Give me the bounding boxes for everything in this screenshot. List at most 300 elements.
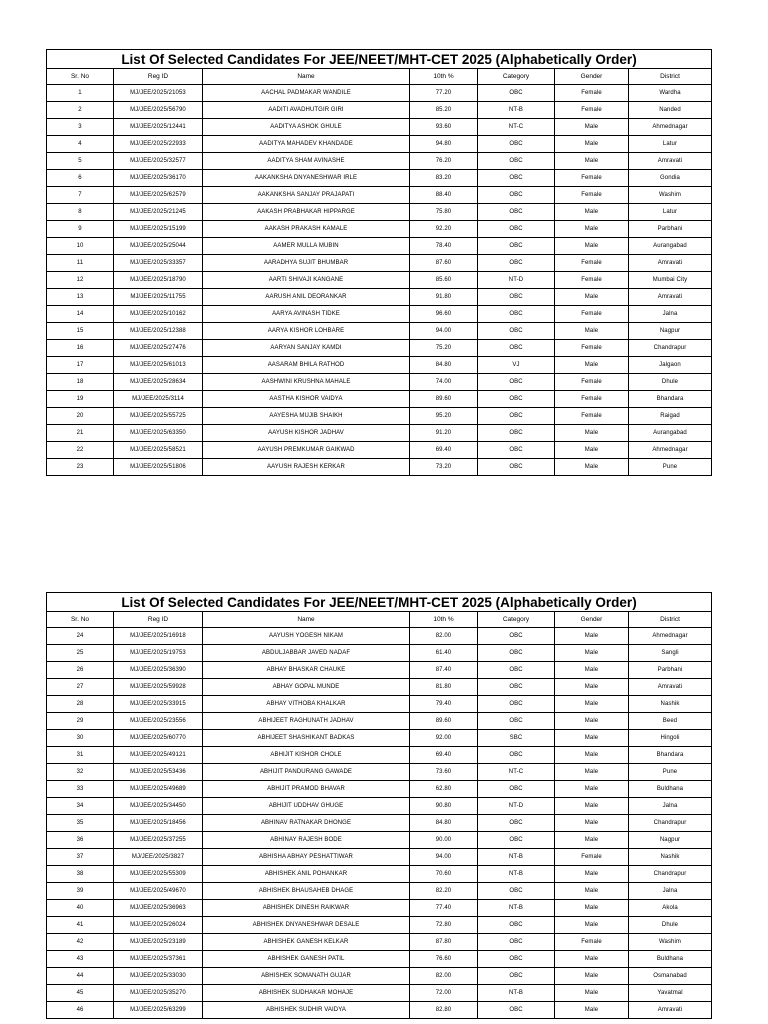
gender-cell: Female (555, 934, 629, 951)
reg-id-cell: MJ/JEE/2025/21245 (114, 204, 203, 221)
district-cell: Nagpur (629, 323, 712, 340)
tenth-percent-cell: 88.40 (410, 187, 478, 204)
sr-no-cell: 1 (47, 85, 114, 102)
reg-id-cell: MJ/JEE/2025/49670 (114, 883, 203, 900)
gender-cell: Female (555, 374, 629, 391)
tenth-percent-cell: 73.20 (410, 459, 478, 476)
district-cell: Amravati (629, 153, 712, 170)
gender-cell: Male (555, 119, 629, 136)
reg-id-cell: MJ/JEE/2025/59928 (114, 679, 203, 696)
district-cell: Nashik (629, 849, 712, 866)
district-cell: Gondia (629, 170, 712, 187)
col-reg-id: Reg ID (114, 612, 203, 628)
district-cell: Akola (629, 900, 712, 917)
district-cell: Hingoli (629, 730, 712, 747)
district-cell: Bhandara (629, 391, 712, 408)
reg-id-cell: MJ/JEE/2025/58521 (114, 442, 203, 459)
district-cell: Aurangabad (629, 238, 712, 255)
category-cell: NT-D (478, 798, 555, 815)
tenth-percent-cell: 77.20 (410, 85, 478, 102)
gender-cell: Male (555, 442, 629, 459)
reg-id-cell: MJ/JEE/2025/33915 (114, 696, 203, 713)
name-cell: ABHISHEK DINESH RAIKWAR (203, 900, 410, 917)
gender-cell: Female (555, 272, 629, 289)
district-cell: Pune (629, 459, 712, 476)
district-cell: Amravati (629, 1002, 712, 1019)
name-cell: AARTI SHIVAJI KANGANE (203, 272, 410, 289)
gender-cell: Male (555, 917, 629, 934)
name-cell: AAYUSH PREMKUMAR GAIKWAD (203, 442, 410, 459)
col-tenth-percent: 10th % (410, 69, 478, 85)
gender-cell: Female (555, 340, 629, 357)
sr-no-cell: 30 (47, 730, 114, 747)
name-cell: ABHIJIT PRAMOD BHAVAR (203, 781, 410, 798)
district-cell: Parbhani (629, 662, 712, 679)
sr-no-cell: 37 (47, 849, 114, 866)
category-cell: OBC (478, 934, 555, 951)
reg-id-cell: MJ/JEE/2025/12441 (114, 119, 203, 136)
reg-id-cell: MJ/JEE/2025/63299 (114, 1002, 203, 1019)
sr-no-cell: 31 (47, 747, 114, 764)
category-cell: NT-C (478, 119, 555, 136)
name-cell: ABDULJABBAR JAVED NADAF (203, 645, 410, 662)
sr-no-cell: 23 (47, 459, 114, 476)
gender-cell: Male (555, 136, 629, 153)
category-cell: NT-B (478, 900, 555, 917)
sr-no-cell: 17 (47, 357, 114, 374)
reg-id-cell: MJ/JEE/2025/36390 (114, 662, 203, 679)
sr-no-cell: 38 (47, 866, 114, 883)
name-cell: AADITI AVADHUTGIR GIRI (203, 102, 410, 119)
category-cell: OBC (478, 153, 555, 170)
sr-no-cell: 40 (47, 900, 114, 917)
category-cell: NT-D (478, 272, 555, 289)
name-cell: ABHISHEK ANIL POHANKAR (203, 866, 410, 883)
category-cell: OBC (478, 917, 555, 934)
table-row (47, 713, 712, 730)
gender-cell: Male (555, 883, 629, 900)
table-row (47, 187, 712, 204)
tenth-percent-cell: 96.60 (410, 306, 478, 323)
category-cell: OBC (478, 883, 555, 900)
tenth-percent-cell: 76.20 (410, 153, 478, 170)
name-cell: AASARAM BHILA RATHOD (203, 357, 410, 374)
name-cell: ABHISHEK SOMANATH GUJAR (203, 968, 410, 985)
category-cell: OBC (478, 1002, 555, 1019)
col-category: Category (478, 612, 555, 628)
gender-cell: Male (555, 323, 629, 340)
gender-cell: Male (555, 459, 629, 476)
gender-cell: Male (555, 951, 629, 968)
reg-id-cell: MJ/JEE/2025/16918 (114, 628, 203, 645)
tenth-percent-cell: 81.80 (410, 679, 478, 696)
category-cell: OBC (478, 832, 555, 849)
tenth-percent-cell: 90.80 (410, 798, 478, 815)
col-gender: Gender (555, 69, 629, 85)
table-row (47, 781, 712, 798)
reg-id-cell: MJ/JEE/2025/63350 (114, 425, 203, 442)
tenth-percent-cell: 84.80 (410, 815, 478, 832)
reg-id-cell: MJ/JEE/2025/28634 (114, 374, 203, 391)
district-cell: Nanded (629, 102, 712, 119)
tenth-percent-cell: 87.40 (410, 662, 478, 679)
tenth-percent-cell: 94.00 (410, 849, 478, 866)
name-cell: AADITYA MAHADEV KHANDADE (203, 136, 410, 153)
table-row (47, 289, 712, 306)
table-row (47, 238, 712, 255)
sr-no-cell: 15 (47, 323, 114, 340)
gender-cell: Male (555, 900, 629, 917)
name-cell: ABHAY GOPAL MUNDE (203, 679, 410, 696)
district-cell: Nagpur (629, 832, 712, 849)
tenth-percent-cell: 94.00 (410, 323, 478, 340)
sr-no-cell: 26 (47, 662, 114, 679)
table-row (47, 951, 712, 968)
reg-id-cell: MJ/JEE/2025/18456 (114, 815, 203, 832)
name-cell: AADITYA ASHOK GHULE (203, 119, 410, 136)
name-cell: ABHIJIT UDDHAV GHUGE (203, 798, 410, 815)
category-cell: NT-B (478, 849, 555, 866)
name-cell: ABHISHEK SUDHAKAR MOHAJE (203, 985, 410, 1002)
sr-no-cell: 5 (47, 153, 114, 170)
tenth-percent-cell: 83.20 (410, 170, 478, 187)
name-cell: ABHISHEK GANESH PATIL (203, 951, 410, 968)
table-row (47, 204, 712, 221)
district-cell: Buldhana (629, 951, 712, 968)
sr-no-cell: 41 (47, 917, 114, 934)
name-cell: ABHAY BHASKAR CHAUKE (203, 662, 410, 679)
sr-no-cell: 45 (47, 985, 114, 1002)
table-row (47, 696, 712, 713)
table-row (47, 323, 712, 340)
sr-no-cell: 28 (47, 696, 114, 713)
sr-no-cell: 6 (47, 170, 114, 187)
gender-cell: Male (555, 662, 629, 679)
reg-id-cell: MJ/JEE/2025/18790 (114, 272, 203, 289)
gender-cell: Male (555, 679, 629, 696)
gender-cell: Female (555, 849, 629, 866)
name-cell: ABHINAY RAJESH BODE (203, 832, 410, 849)
tenth-percent-cell: 93.60 (410, 119, 478, 136)
category-cell: OBC (478, 628, 555, 645)
table-row (47, 645, 712, 662)
name-cell: AAYUSH KISHOR JADHAV (203, 425, 410, 442)
tenth-percent-cell: 73.60 (410, 764, 478, 781)
tenth-percent-cell: 94.80 (410, 136, 478, 153)
name-cell: ABHIJEET SHASHIKANT BADKAS (203, 730, 410, 747)
reg-id-cell: MJ/JEE/2025/55309 (114, 866, 203, 883)
gender-cell: Male (555, 696, 629, 713)
reg-id-cell: MJ/JEE/2025/11755 (114, 289, 203, 306)
gender-cell: Female (555, 170, 629, 187)
table-row (47, 798, 712, 815)
gender-cell: Male (555, 798, 629, 815)
table-row (47, 85, 712, 102)
gender-cell: Male (555, 781, 629, 798)
reg-id-cell: MJ/JEE/2025/49121 (114, 747, 203, 764)
sr-no-cell: 44 (47, 968, 114, 985)
name-cell: AARYA KISHOR LOHBARE (203, 323, 410, 340)
category-cell: OBC (478, 374, 555, 391)
category-cell: OBC (478, 391, 555, 408)
reg-id-cell: MJ/JEE/2025/3114 (114, 391, 203, 408)
tenth-percent-cell: 72.80 (410, 917, 478, 934)
category-cell: OBC (478, 713, 555, 730)
district-cell: Dhule (629, 917, 712, 934)
reg-id-cell: MJ/JEE/2025/32577 (114, 153, 203, 170)
table-row (47, 119, 712, 136)
name-cell: AAKANKSHA SANJAY PRAJAPATI (203, 187, 410, 204)
sr-no-cell: 3 (47, 119, 114, 136)
name-cell: AAMER MULLA MUBIN (203, 238, 410, 255)
district-cell: Jalna (629, 798, 712, 815)
category-cell: OBC (478, 170, 555, 187)
gender-cell: Male (555, 628, 629, 645)
table-row (47, 917, 712, 934)
district-cell: Amravati (629, 289, 712, 306)
sr-no-cell: 20 (47, 408, 114, 425)
reg-id-cell: MJ/JEE/2025/25044 (114, 238, 203, 255)
reg-id-cell: MJ/JEE/2025/36963 (114, 900, 203, 917)
table-title: List Of Selected Candidates For JEE/NEET/MHT-CET 2025 (Alphabetically Order) (47, 593, 712, 612)
district-cell: Latur (629, 136, 712, 153)
district-cell: Jalna (629, 306, 712, 323)
tenth-percent-cell: 82.20 (410, 883, 478, 900)
name-cell: AARYAN SANJAY KAMDI (203, 340, 410, 357)
col-category: Category (478, 69, 555, 85)
sr-no-cell: 8 (47, 204, 114, 221)
reg-id-cell: MJ/JEE/2025/36170 (114, 170, 203, 187)
district-cell: Chandrapur (629, 340, 712, 357)
sr-no-cell: 18 (47, 374, 114, 391)
table-row (47, 408, 712, 425)
name-cell: AAYUSH RAJESH KERKAR (203, 459, 410, 476)
name-cell: ABHISHEK DNYANESHWAR DESALE (203, 917, 410, 934)
table-body (47, 628, 712, 1019)
reg-id-cell: MJ/JEE/2025/10162 (114, 306, 203, 323)
reg-id-cell: MJ/JEE/2025/23189 (114, 934, 203, 951)
district-cell: Chandrapur (629, 866, 712, 883)
reg-id-cell: MJ/JEE/2025/34450 (114, 798, 203, 815)
sr-no-cell: 13 (47, 289, 114, 306)
header-row (47, 69, 712, 85)
name-cell: AARADHYA SUJIT BHUMBAR (203, 255, 410, 272)
category-cell: NT-B (478, 985, 555, 1002)
table-row (47, 662, 712, 679)
table-row (47, 747, 712, 764)
table-row (47, 153, 712, 170)
table-row (47, 968, 712, 985)
tenth-percent-cell: 76.60 (410, 951, 478, 968)
name-cell: ABHAY VITHOBA KHALKAR (203, 696, 410, 713)
candidate-table-1 (46, 49, 712, 476)
name-cell: AAYUSH YOGESH NIKAM (203, 628, 410, 645)
reg-id-cell: MJ/JEE/2025/23556 (114, 713, 203, 730)
category-cell: OBC (478, 696, 555, 713)
reg-id-cell: MJ/JEE/2025/26024 (114, 917, 203, 934)
category-cell: OBC (478, 340, 555, 357)
sr-no-cell: 43 (47, 951, 114, 968)
sr-no-cell: 36 (47, 832, 114, 849)
header-row (47, 612, 712, 628)
gender-cell: Male (555, 153, 629, 170)
district-cell: Parbhani (629, 221, 712, 238)
sr-no-cell: 11 (47, 255, 114, 272)
gender-cell: Male (555, 815, 629, 832)
district-cell: Amravati (629, 255, 712, 272)
tenth-percent-cell: 92.00 (410, 730, 478, 747)
table-row (47, 849, 712, 866)
sr-no-cell: 32 (47, 764, 114, 781)
reg-id-cell: MJ/JEE/2025/56790 (114, 102, 203, 119)
col-sr-no: Sr. No (47, 69, 114, 85)
gender-cell: Male (555, 1002, 629, 1019)
table-row (47, 442, 712, 459)
gender-cell: Male (555, 425, 629, 442)
district-cell: Sangli (629, 645, 712, 662)
sr-no-cell: 16 (47, 340, 114, 357)
gender-cell: Male (555, 357, 629, 374)
table-row (47, 357, 712, 374)
table-row (47, 866, 712, 883)
gender-cell: Female (555, 408, 629, 425)
table-row (47, 340, 712, 357)
sr-no-cell: 4 (47, 136, 114, 153)
category-cell: OBC (478, 459, 555, 476)
category-cell: OBC (478, 815, 555, 832)
tenth-percent-cell: 92.20 (410, 221, 478, 238)
district-cell: Chandrapur (629, 815, 712, 832)
table-row (47, 815, 712, 832)
reg-id-cell: MJ/JEE/2025/19753 (114, 645, 203, 662)
reg-id-cell: MJ/JEE/2025/37255 (114, 832, 203, 849)
reg-id-cell: MJ/JEE/2025/49689 (114, 781, 203, 798)
district-cell: Pune (629, 764, 712, 781)
tenth-percent-cell: 62.80 (410, 781, 478, 798)
category-cell: OBC (478, 747, 555, 764)
tenth-percent-cell: 61.40 (410, 645, 478, 662)
gender-cell: Male (555, 985, 629, 1002)
reg-id-cell: MJ/JEE/2025/33030 (114, 968, 203, 985)
category-cell: OBC (478, 136, 555, 153)
sr-no-cell: 2 (47, 102, 114, 119)
category-cell: OBC (478, 951, 555, 968)
gender-cell: Female (555, 187, 629, 204)
reg-id-cell: MJ/JEE/2025/51806 (114, 459, 203, 476)
table-body (47, 85, 712, 476)
table-row (47, 883, 712, 900)
sr-no-cell: 25 (47, 645, 114, 662)
reg-id-cell: MJ/JEE/2025/3827 (114, 849, 203, 866)
tenth-percent-cell: 82.00 (410, 628, 478, 645)
tenth-percent-cell: 85.20 (410, 102, 478, 119)
name-cell: ABHIJIT KISHOR CHOLE (203, 747, 410, 764)
category-cell: NT-C (478, 764, 555, 781)
name-cell: AASHWINI KRUSHNA MAHALE (203, 374, 410, 391)
sr-no-cell: 22 (47, 442, 114, 459)
tenth-percent-cell: 87.80 (410, 934, 478, 951)
district-cell: Raigad (629, 408, 712, 425)
table-row (47, 679, 712, 696)
reg-id-cell: MJ/JEE/2025/21053 (114, 85, 203, 102)
category-cell: OBC (478, 204, 555, 221)
sr-no-cell: 12 (47, 272, 114, 289)
sr-no-cell: 19 (47, 391, 114, 408)
tenth-percent-cell: 95.20 (410, 408, 478, 425)
name-cell: ABHIJEET RAGHUNATH JADHAV (203, 713, 410, 730)
tenth-percent-cell: 91.80 (410, 289, 478, 306)
category-cell: NT-B (478, 102, 555, 119)
table-row (47, 425, 712, 442)
category-cell: OBC (478, 289, 555, 306)
sr-no-cell: 14 (47, 306, 114, 323)
category-cell: OBC (478, 968, 555, 985)
gender-cell: Female (555, 85, 629, 102)
name-cell: ABHINAV RATNAKAR DHONGE (203, 815, 410, 832)
reg-id-cell: MJ/JEE/2025/37361 (114, 951, 203, 968)
name-cell: ABHISHEK SUDHIR VAIDYA (203, 1002, 410, 1019)
district-cell: Washim (629, 934, 712, 951)
col-sr-no: Sr. No (47, 612, 114, 628)
table-row (47, 136, 712, 153)
tenth-percent-cell: 69.40 (410, 747, 478, 764)
sr-no-cell: 21 (47, 425, 114, 442)
sr-no-cell: 35 (47, 815, 114, 832)
reg-id-cell: MJ/JEE/2025/53436 (114, 764, 203, 781)
table-row (47, 102, 712, 119)
tenth-percent-cell: 89.60 (410, 713, 478, 730)
tenth-percent-cell: 79.40 (410, 696, 478, 713)
gender-cell: Female (555, 391, 629, 408)
col-gender: Gender (555, 612, 629, 628)
category-cell: OBC (478, 781, 555, 798)
district-cell: Aurangabad (629, 425, 712, 442)
table-row (47, 255, 712, 272)
reg-id-cell: MJ/JEE/2025/33357 (114, 255, 203, 272)
district-cell: Ahmednagar (629, 119, 712, 136)
gender-cell: Male (555, 968, 629, 985)
col-tenth-percent: 10th % (410, 612, 478, 628)
gender-cell: Male (555, 713, 629, 730)
gender-cell: Male (555, 221, 629, 238)
gender-cell: Female (555, 255, 629, 272)
table-row (47, 374, 712, 391)
tenth-percent-cell: 77.40 (410, 900, 478, 917)
gender-cell: Female (555, 102, 629, 119)
gender-cell: Male (555, 730, 629, 747)
district-cell: Beed (629, 713, 712, 730)
sr-no-cell: 10 (47, 238, 114, 255)
col-name: Name (203, 69, 410, 85)
district-cell: Bhandara (629, 747, 712, 764)
category-cell: VJ (478, 357, 555, 374)
district-cell: Jalgaon (629, 357, 712, 374)
candidate-table-2 (46, 592, 712, 1019)
table-row (47, 628, 712, 645)
sr-no-cell: 39 (47, 883, 114, 900)
tenth-percent-cell: 69.40 (410, 442, 478, 459)
col-district: District (629, 69, 712, 85)
gender-cell: Male (555, 289, 629, 306)
category-cell: OBC (478, 679, 555, 696)
name-cell: ABHISHEK BHAUSAHEB DHAGE (203, 883, 410, 900)
name-cell: ABHISHA ABHAY PESHATTIWAR (203, 849, 410, 866)
tenth-percent-cell: 74.00 (410, 374, 478, 391)
sr-no-cell: 34 (47, 798, 114, 815)
category-cell: OBC (478, 323, 555, 340)
district-cell: Ahmednagar (629, 442, 712, 459)
tenth-percent-cell: 84.80 (410, 357, 478, 374)
